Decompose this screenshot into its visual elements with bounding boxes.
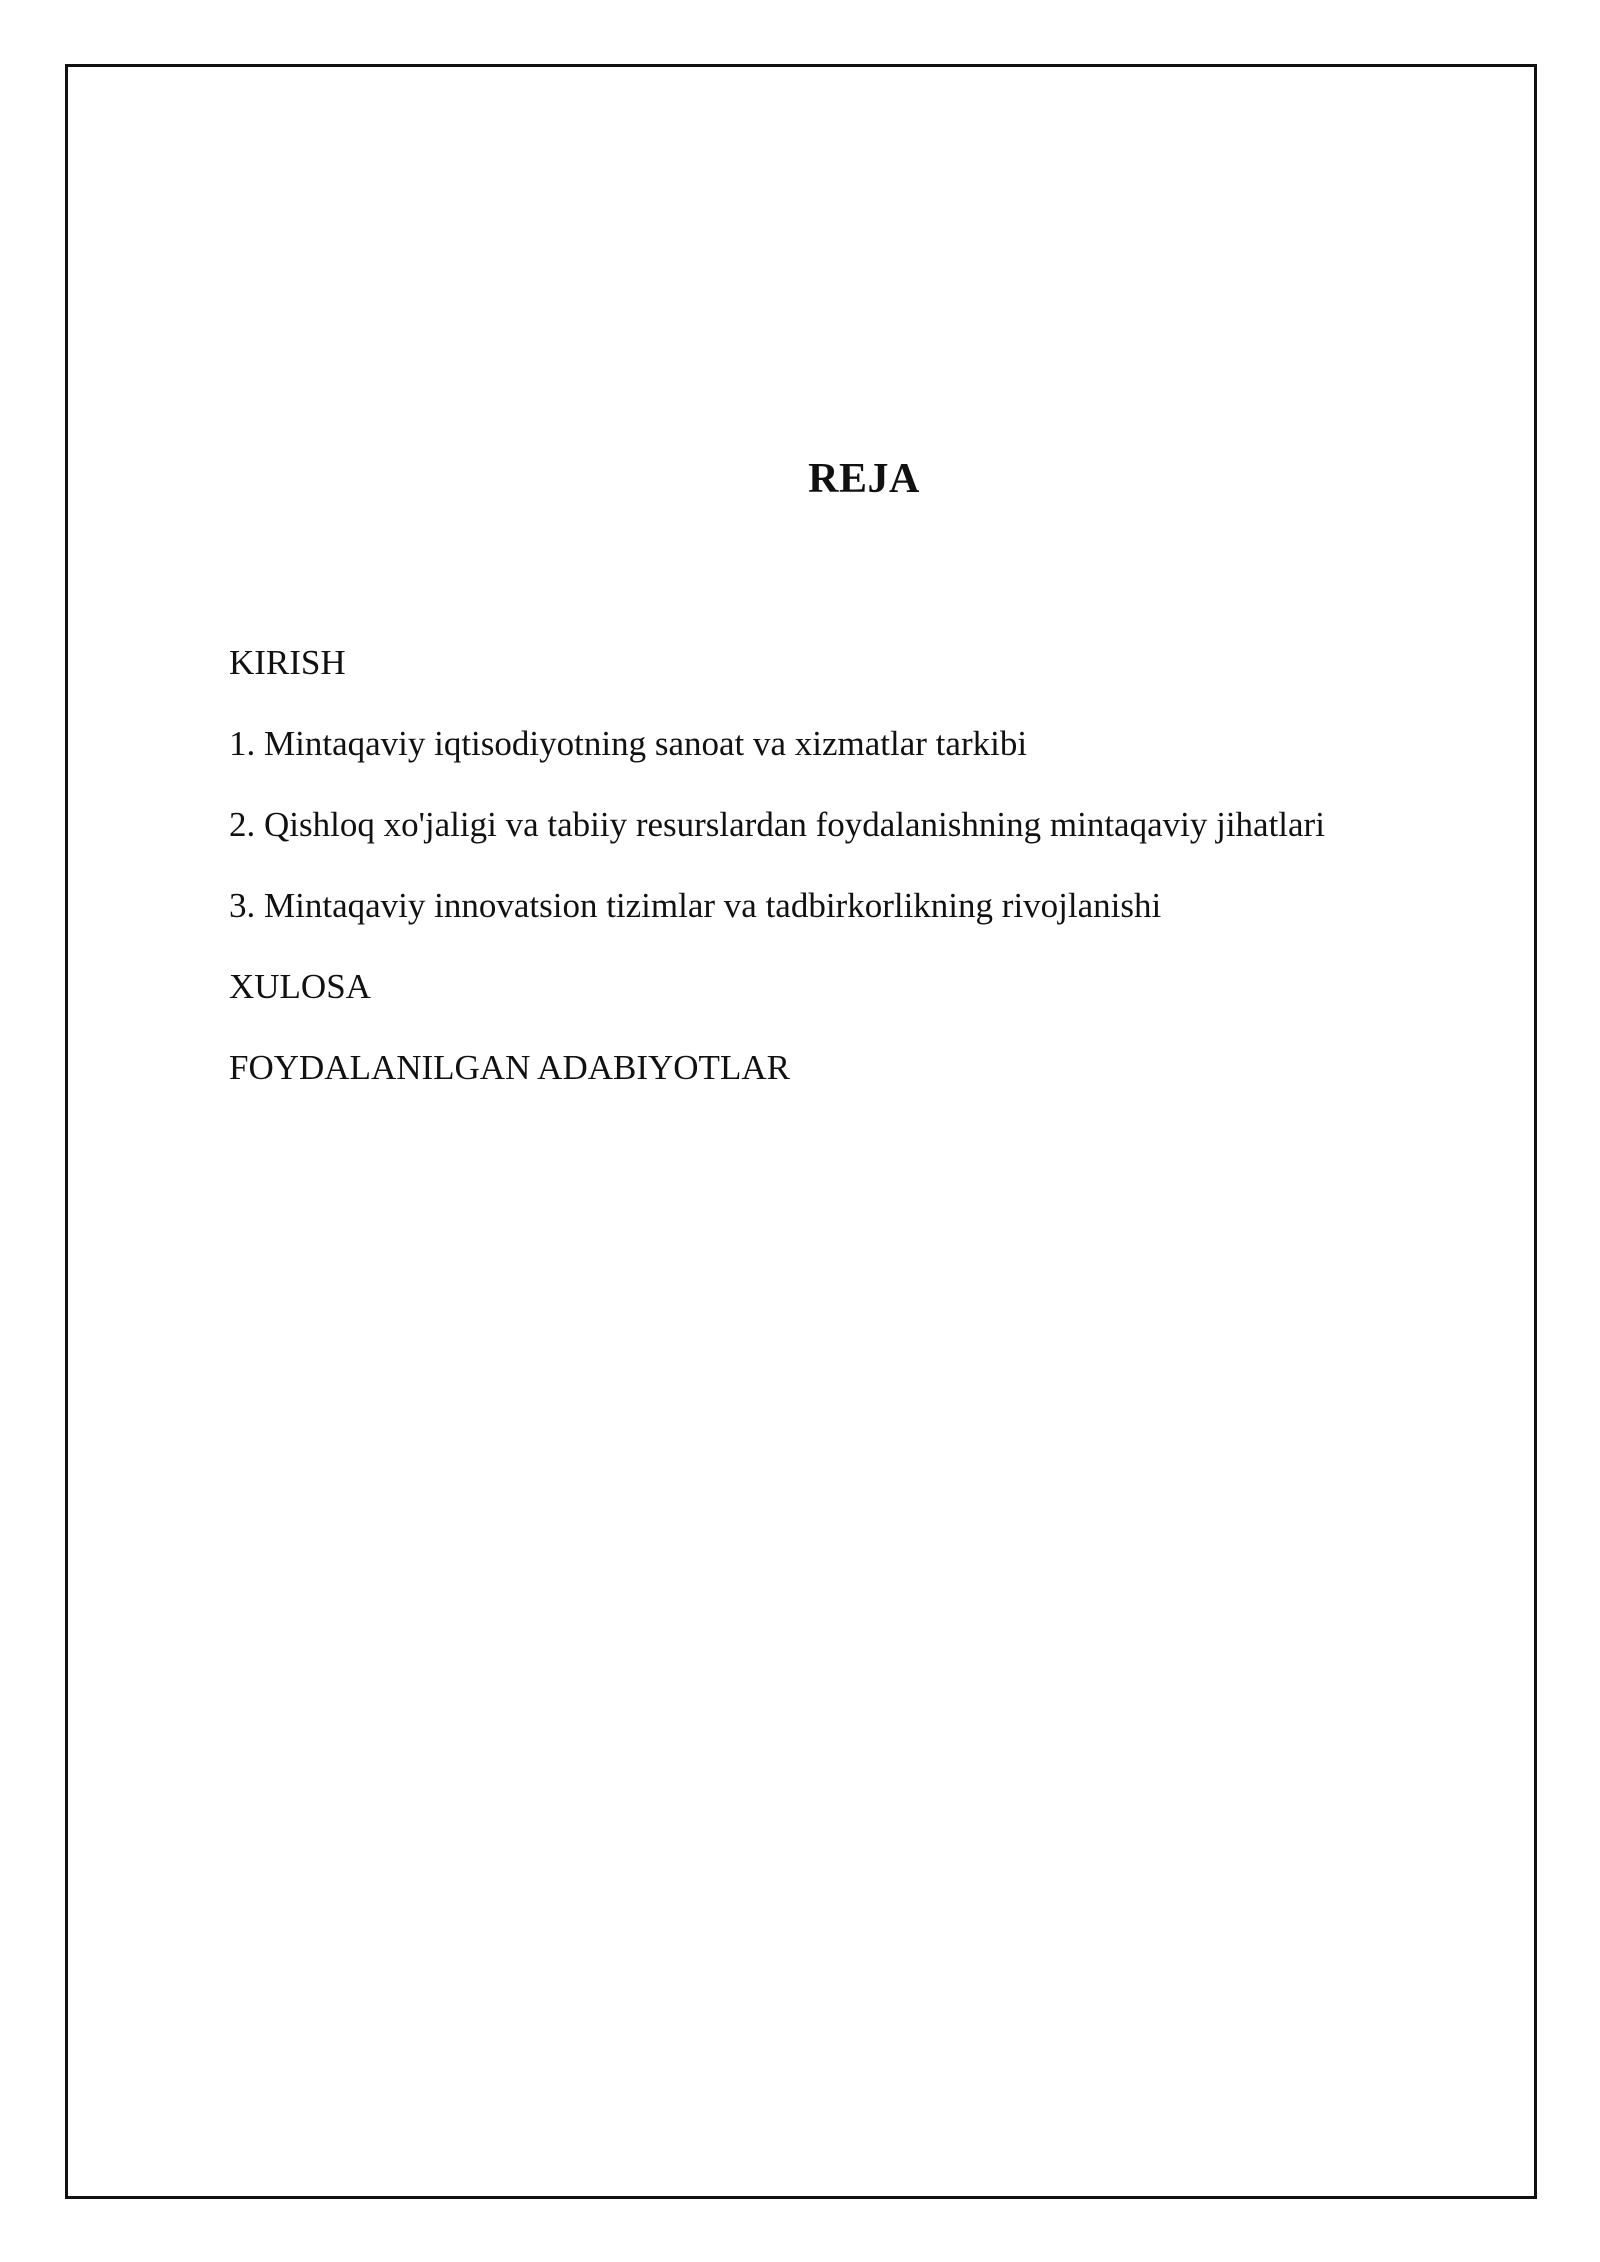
plan-item-section-2: 2. Qishloq xo'jaligi va tabiiy resurslardan foydalanishning mintaqaviy jihatlari [229, 805, 1325, 844]
plan-item-references: FOYDALANILGAN ADABIYOTLAR [229, 1048, 790, 1087]
page-title: REJA [808, 456, 920, 502]
plan-list [229, 645, 1325, 1131]
plan-item-section-3: 3. Mintaqaviy innovatsion tizimlar va tadbirkorlikning rivojlanishi [229, 886, 1162, 925]
plan-item-introduction: KIRISH [229, 643, 346, 682]
plan-item-conclusion: XULOSA [229, 967, 371, 1006]
plan-item-section-1: 1. Mintaqaviy iqtisodiyotning sanoat va xizmatlar tarkibi [229, 724, 1028, 763]
page-border [65, 64, 1537, 2199]
